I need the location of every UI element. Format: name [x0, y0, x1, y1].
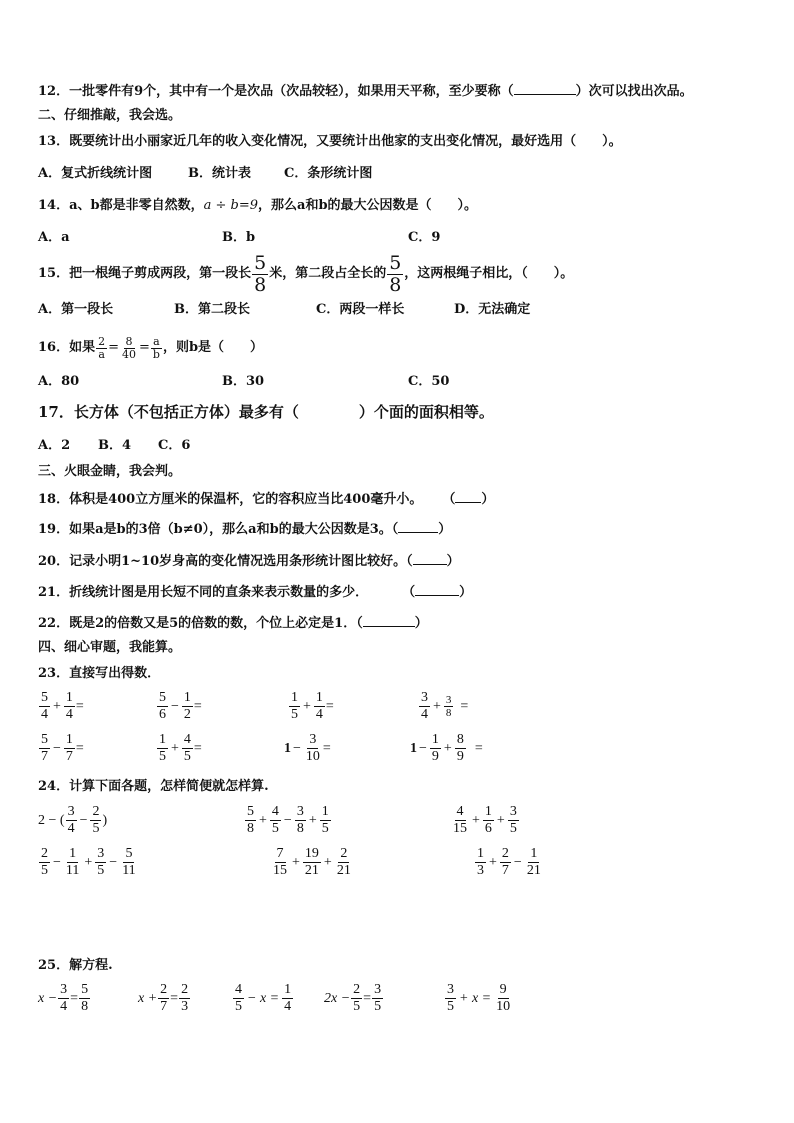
fraction: $\frac{4}{5}$: [183, 732, 191, 764]
option-a[interactable]: A．a: [38, 230, 70, 245]
equation-5: $\frac{3}{5}$ + x = $\frac{9}{10}$: [447, 982, 511, 1014]
fraction: $\frac{5}{4}$: [41, 690, 48, 722]
fraction: $\frac{1}{5}$: [291, 690, 298, 722]
fraction: $\frac{9}{10}$: [496, 982, 511, 1014]
question-21: 21．折线统计图是用长短不同的直条来表示数量的多少． （ ）: [38, 581, 472, 603]
option-d[interactable]: D．无法确定: [454, 302, 531, 317]
option-a[interactable]: A．80: [38, 374, 80, 389]
fraction: $\frac{5}{8}$: [254, 251, 267, 296]
option-c[interactable]: C．两段一样长: [316, 302, 405, 317]
option-c[interactable]: C．条形统计图: [284, 166, 373, 181]
fraction: $\frac{2}{7}$: [501, 846, 509, 878]
section-4-heading: 四、细心审题，我能算。: [38, 640, 182, 655]
question-22: 22．既是2的倍数又是5的倍数的数，个位上必定是1．（ ）: [38, 612, 428, 634]
question-13: 13．既要统计出小丽家近几年的收入变化情况，又要统计出他家的支出变化情况，最好选用（ ）。: [38, 134, 622, 149]
option-b[interactable]: B．b: [222, 230, 256, 245]
fraction: $\frac{3}{4}$: [60, 982, 68, 1014]
option-a[interactable]: A．复式折线统计图: [38, 166, 153, 181]
answer-blank[interactable]: [363, 612, 415, 627]
fraction: $\frac{1}{4}$: [65, 690, 73, 722]
fraction: $\frac{1}{6}$: [484, 804, 492, 836]
fraction: $\frac{1}{21}$: [526, 846, 541, 878]
expr-24-6: $\frac{1}{3}$ + $\frac{2}{7}$ − $\frac{1}{21}$: [477, 846, 541, 878]
fraction: $\frac{a}{b}$: [152, 334, 160, 361]
expr-24-2: $\frac{5}{8}$ + $\frac{4}{5}$ − $\frac{3}{8}$ + $\frac{1}{5}$: [247, 804, 329, 836]
section-3-heading: 三、火眼金睛，我会判。: [38, 464, 182, 479]
equation-2: x + $\frac{2}{7}$ = $\frac{2}{3}$: [138, 982, 189, 1014]
fraction: $\frac{1}{3}$: [477, 846, 484, 878]
fraction: $\frac{5}{7}$: [41, 732, 48, 764]
fraction: $\frac{2}{3}$: [181, 982, 189, 1014]
fraction: $\frac{3}{5}$: [509, 804, 517, 836]
fraction: $\frac{2}{5}$: [353, 982, 361, 1014]
expr-23-3: $\frac{1}{5}$ + $\frac{1}{4}$ =: [291, 690, 334, 722]
expr-23-2: $\frac{5}{6}$ − $\frac{1}{2}$ =: [159, 690, 202, 722]
fraction: $\frac{2}{21}$: [336, 846, 351, 878]
option-a[interactable]: A．2: [38, 438, 71, 453]
fraction: $\frac{1}{2}$: [183, 690, 191, 722]
question-20: 20．记录小明1~10岁身高的变化情况选用条形统计图比较好。（ ）: [38, 550, 460, 572]
fraction: $\frac{1}{4}$: [284, 982, 292, 1014]
question-18: 18．体积是400立方厘米的保温杯，它的容积应当比400毫升小。 （ ）: [38, 488, 494, 510]
expression: a ÷ b=9: [203, 198, 259, 213]
expr-23-8: 1 − $\frac{1}{9}$ + $\frac{8}{9}$ =: [410, 732, 483, 764]
option-c[interactable]: C．50: [408, 374, 450, 389]
option-b[interactable]: B．第二段长: [174, 302, 250, 317]
option-c[interactable]: C．6: [158, 438, 191, 453]
question-25-title: 25．解方程.: [38, 958, 113, 973]
fraction: $\frac{5}{8}$: [81, 982, 89, 1014]
fraction: $\frac{5}{8}$: [389, 251, 402, 296]
question-24-title: 24．计算下面各题，怎样简便就怎样算.: [38, 779, 269, 794]
fraction: $\frac{3}{10}$: [305, 732, 320, 764]
fraction: $\frac{1}{5}$: [321, 804, 329, 836]
option-c[interactable]: C．9: [408, 230, 441, 245]
option-b[interactable]: B．30: [222, 374, 265, 389]
equation-3: $\frac{4}{5}$ − x = $\frac{1}{4}$: [235, 982, 292, 1014]
fraction: $\frac{3}{5}$: [447, 982, 454, 1014]
fraction: $\frac{1}{9}$: [431, 732, 439, 764]
equation-1: x − $\frac{3}{4}$ = $\frac{5}{8}$: [38, 982, 89, 1014]
fraction: $\frac{2}{7}$: [160, 982, 168, 1014]
expr-23-7: 1 − $\frac{3}{10}$ =: [284, 732, 331, 764]
option-b[interactable]: B．统计表: [188, 166, 251, 181]
fraction: $\frac{2}{5}$: [92, 804, 100, 836]
fraction: $\frac{1}{7}$: [65, 732, 73, 764]
fraction: $\frac{5}{8}$: [247, 804, 254, 836]
fraction: $\frac{2}{a}$: [98, 334, 106, 361]
fraction: $\frac{3}{5}$: [97, 846, 105, 878]
section-2-heading: 二、仔细推敲，我会选。: [38, 108, 182, 123]
fraction: $\frac{8}{40}$: [122, 334, 136, 361]
question-15: 15．把一根绳子剪成两段，第一段长 $\frac{5}{8}$ 米，第二段占全长的 $\frac{5}{8}$ ，这两根绳子相比，（ ）。: [38, 251, 574, 296]
fraction: $\frac{2}{5}$: [41, 846, 48, 878]
fraction: $\frac{5}{6}$: [159, 690, 166, 722]
fraction: $\frac{4}{5}$: [271, 804, 279, 836]
answer-blank[interactable]: [514, 80, 576, 95]
expr-24-4: $\frac{2}{5}$ − $\frac{1}{11}$ + $\frac{3}{5}$ − $\frac{5}{11}$: [41, 846, 136, 878]
expr-24-5: $\frac{7}{15}$ + $\frac{19}{21}$ + $\frac{2}{21}$: [273, 846, 351, 878]
answer-blank[interactable]: [455, 488, 481, 503]
fraction: $\frac{8}{9}$: [456, 732, 464, 764]
question-23-title: 23．直接写出得数．: [38, 666, 161, 681]
expr-24-1: 2 − ( $\frac{3}{4}$ − $\frac{2}{5}$ ): [38, 804, 108, 836]
fraction: $\frac{5}{11}$: [122, 846, 136, 878]
fraction: $\frac{19}{21}$: [304, 846, 319, 878]
fraction: $\frac{3}{4}$: [421, 690, 428, 722]
fraction: $\frac{4}{5}$: [235, 982, 242, 1014]
fraction: $\frac{3}{4}$: [67, 804, 75, 836]
fraction: $\frac{1}{5}$: [159, 732, 166, 764]
fraction: $\frac{7}{15}$: [273, 846, 287, 878]
expr-23-5: $\frac{5}{7}$ − $\frac{1}{7}$ =: [41, 732, 84, 764]
question-12: 12．一批零件有9个，其中有一个是次品（次品较轻），如果用天平称，至少要称（ ）次可以找出次品。: [38, 80, 693, 102]
option-a[interactable]: A．第一段长: [38, 302, 114, 317]
fraction: $\frac{4}{15}$: [453, 804, 467, 836]
question-14: 14．a、b都是非零自然数，a ÷ b=9，那么a和b的最大公因数是（ ）。: [38, 198, 478, 213]
expr-23-1: $\frac{5}{4}$ + $\frac{1}{4}$ =: [41, 690, 84, 722]
fraction: $\frac{3}{8}$: [445, 694, 452, 719]
expr-24-3: $\frac{4}{15}$ + $\frac{1}{6}$ + $\frac{3}{5}$: [453, 804, 517, 836]
equation-4: 2x − $\frac{2}{5}$ = $\frac{3}{5}$: [324, 982, 382, 1014]
expr-23-6: $\frac{1}{5}$ + $\frac{4}{5}$ =: [159, 732, 202, 764]
fraction: $\frac{1}{4}$: [315, 690, 323, 722]
fraction: $\frac{3}{8}$: [296, 804, 304, 836]
answer-blank[interactable]: [415, 581, 459, 596]
option-b[interactable]: B．4: [98, 438, 132, 453]
answer-blank[interactable]: [398, 518, 438, 533]
answer-blank[interactable]: [413, 550, 447, 565]
question-16: 16．如果 $\frac{2}{a}$ = $\frac{8}{40}$ = $\frac{a}{b}$ ，则b是（ ）: [38, 334, 264, 361]
fraction: $\frac{3}{5}$: [374, 982, 382, 1014]
question-19: 19．如果a是b的3倍（b≠0），那么a和b的最大公因数是3。（ ）: [38, 518, 451, 540]
question-17: 17．长方体（不包括正方体）最多有（ ）个面的面积相等。: [38, 403, 494, 421]
expr-23-4: $\frac{3}{4}$ + $\frac{3}{8}$ =: [421, 690, 469, 722]
fraction: $\frac{1}{11}$: [65, 846, 80, 878]
